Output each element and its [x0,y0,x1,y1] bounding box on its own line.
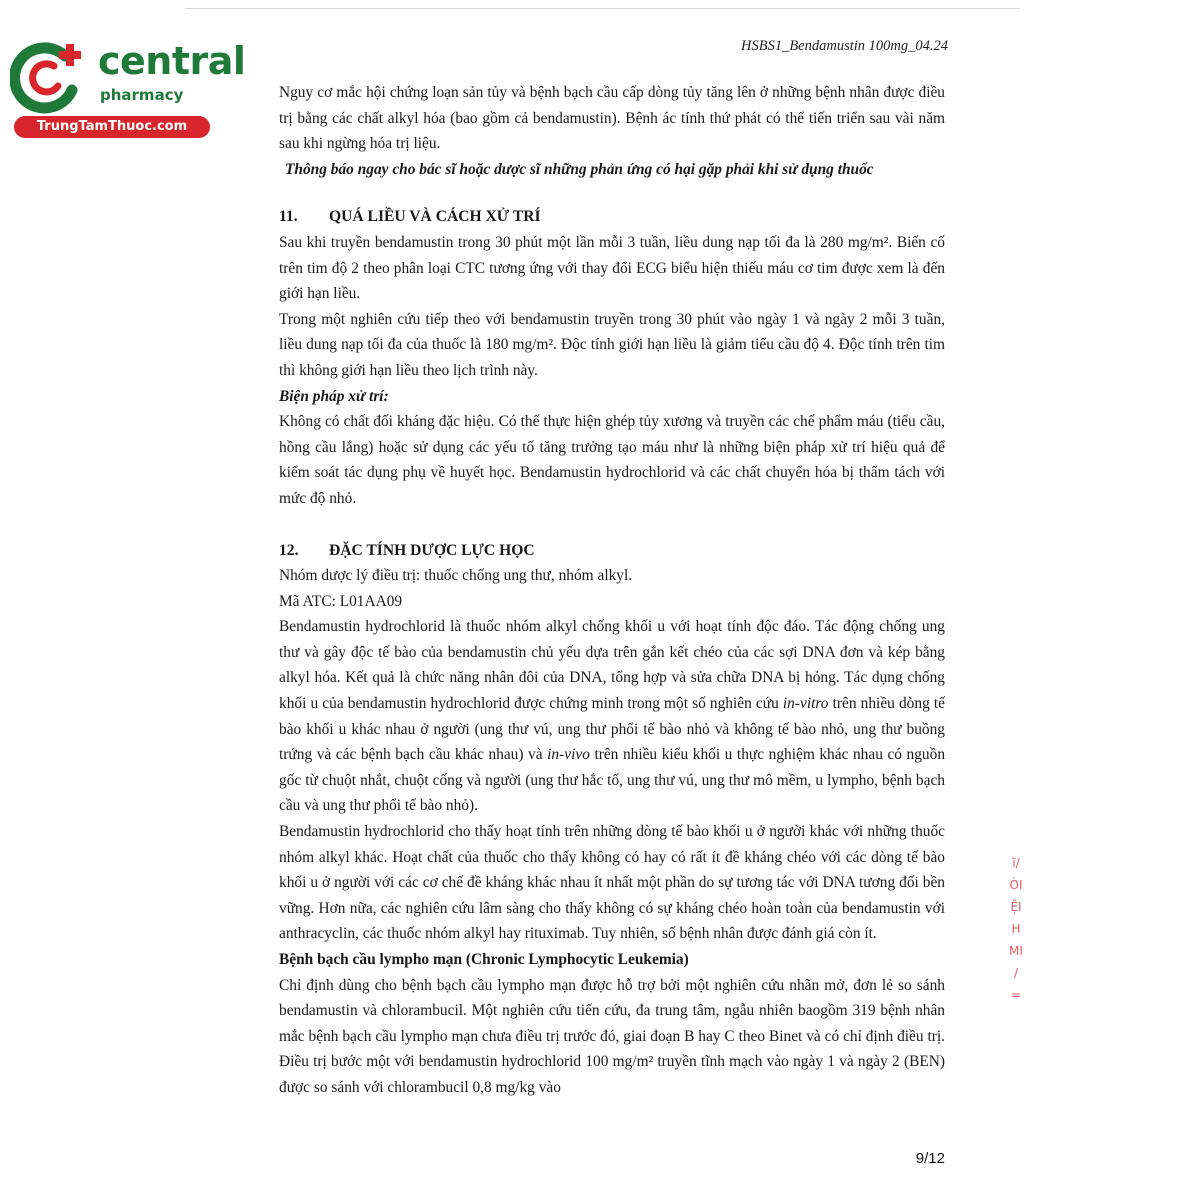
stamp-line: H [1011,922,1021,936]
section-11-paragraph-3: Không có chất đối kháng đặc hiệu. Có thể thực hiện ghép tủy xương và truyền các chế phẩm máu (tiểu cầu, hồng cầu lắng) hoặc sử dụng các yếu tố tăng trưởng tạo máu như là những biện pháp xử trí hiệu quả để kiểm soát tác dụng phụ về huyết học. Bendamustin hydrochlorid và các chất chuyển hóa bị thẩm tách với mức độ nhỏ. [279,413,945,507]
section-11-subheading: Biện pháp xử trí: [279,387,389,405]
section-12-paragraph-3: Chỉ định dùng cho bệnh bạch cầu lympho mạn được hỗ trợ bởi một nghiên cứu nhãn mở, đơn lẻ so sánh bendamustin và chlorambucil. Một nghiên cứu tiến cứu, đa trung tâm, ngẫu nhiên baogồm 319 bệnh nhân mắc bệnh bạch cầu lympho mạn chưa điều trị trước đó, giai đoạn B hay C theo Binet và có chỉ định điều trị. Điều trị bước một với bendamustin hydrochlorid 100 mg/m² truyền tĩnh mạch vào ngày 1 và ngày 2 (BEN) được so sánh với chlorambucil 0,8 mg/kg vào [279,976,945,1096]
in-vivo-term: in-vivo [547,746,590,764]
logo-mark-icon [10,38,90,116]
pharmacotherapeutic-group: Nhóm dược lý điều trị: thuốc chống ung thư, nhóm alkyl. [279,567,633,585]
section-12-heading [279,538,945,564]
page-number: 9/12 [915,1150,945,1167]
logo-name: central [98,39,246,83]
intro-paragraph: Nguy cơ mắc hội chứng loạn sản tủy và bệnh bạch cầu cấp dòng tủy tăng lên ở những bệnh nhân được điều trị bằng các chất alkyl hóa (bao gồm cả bendamustin). Bệnh ác tính thứ phát có thể tiến triển sau vài năm sau khi ngừng hóa trị liệu. [279,84,945,153]
stamp-line: ỆI [1010,900,1022,914]
document-reference: HSBS1_Bendamustin 100mg_04.24 [740,38,948,54]
in-vitro-term: in-vitro [782,695,829,713]
top-rule [185,8,1020,9]
section-11-paragraph-2: Trong một nghiên cứu tiếp theo với bendamustin truyền trong 30 phút vào ngày 1 và ngày 2 mỗi 3 tuần, liều dung nạp tối đa của thuốc là 180 mg/m². Độc tính giới hạn liều là giảm tiểu cầu độ 4. Độc tính trên tim thì không giới hạn liều theo lịch trình này. [279,310,945,379]
section-11-number: 11. [279,208,298,226]
document-body [279,80,945,1101]
section-12-paragraph-2: Bendamustin hydrochlorid cho thấy hoạt tính trên những dòng tế bào khối u ở người khác với những thuốc nhóm alkyl khác. Hoạt chất của thuốc cho thấy không có hay có rất ít đề kháng chéo với các dòng tế bào khối u ở người với các cơ chế đề kháng khác nhau ít nhất một phần do sự tương tác với DNA tương đối bền vững. Hơn nữa, các nghiên cứu lâm sàng cho thấy không có sự kháng chéo hoàn toàn của bendamustin với anthracyclin, các thuốc nhóm alkyl hay rituximab. Tuy nhiên, số bệnh nhân được đánh giá còn ít. [279,823,945,943]
section-12-paragraph-1 [279,614,945,819]
stamp-line: MI [1009,944,1023,958]
logo-subtitle: pharmacy [100,86,184,104]
section-12-title: ĐẶC TÍNH DƯỢC LỰC HỌC [329,541,535,559]
section-11-heading [279,204,945,230]
logo-website-banner: TrungTamThuoc.com [14,116,210,138]
adverse-reaction-notice: Thông báo ngay cho bác sĩ hoặc dược sĩ những phản ứng có hại gặp phải khi sử dụng thuốc [285,160,874,178]
section-12-number: 12. [279,541,299,559]
atc-code: Mã ATC: L01AA09 [279,592,403,610]
section-11-title: QUÁ LIỀU VÀ CÁCH XỬ TRÍ [329,208,541,226]
section-11-paragraph-1: Sau khi truyền bendamustin trong 30 phút một lần mỗi 3 tuần, liều dung nạp tối đa là 280 mg/m². Biến cố trên tim độ 2 theo phân loại CTC tương ứng với thay đổi ECG biểu hiện thiếu máu cơ tim được xem là đến giới hạn liều. [279,233,945,303]
p1-part-c: trên nhiều kiểu khối u thực nghiệm khác nhau có nguồn gốc từ chuột nhắt, chuột cống và người (ung thư hắc tố, ung thư vú, ung thư mô mềm, u lympho, bệnh bạch cầu và ung thư phổi tế bào nhỏ). [279,746,946,815]
p1-part-a: Bendamustin hydrochlorid là thuốc nhóm alkyl chống khối u với hoạt tính độc đáo. Tác động chống ung thư và gây độc tế bào của bendamustin chủ yếu dựa trên gắn kết chéo của các sợi DNA đơn và kép bằng alkyl hóa. Kết quả là chức năng nhân đôi của DNA, tổng hợp và sửa chữa DNA bị hỏng. Tác dụng chống khối u của bendamustin hydrochlorid được chứng minh trong một số nghiên cứu [279,618,945,713]
red-stamp-mark [1004,852,1028,1006]
stamp-line: = [1010,988,1022,1002]
stamp-line: ÒI [1009,878,1023,892]
p1-part-b: trên nhiều dòng tế bào khối u khác nhau ở người (ung thư vú, ung thư phổi tế bào nhỏ và không tế bào nhỏ, ung thư buồng trứng và các bệnh bạch cầu khác nhau) và [279,695,945,764]
stamp-line: ĩ/ [1012,856,1020,870]
stamp-line: / [1013,966,1019,980]
central-pharmacy-logo [10,38,246,138]
cll-subheading: Bệnh bạch cầu lympho mạn (Chronic Lymphocytic Leukemia) [279,951,689,968]
